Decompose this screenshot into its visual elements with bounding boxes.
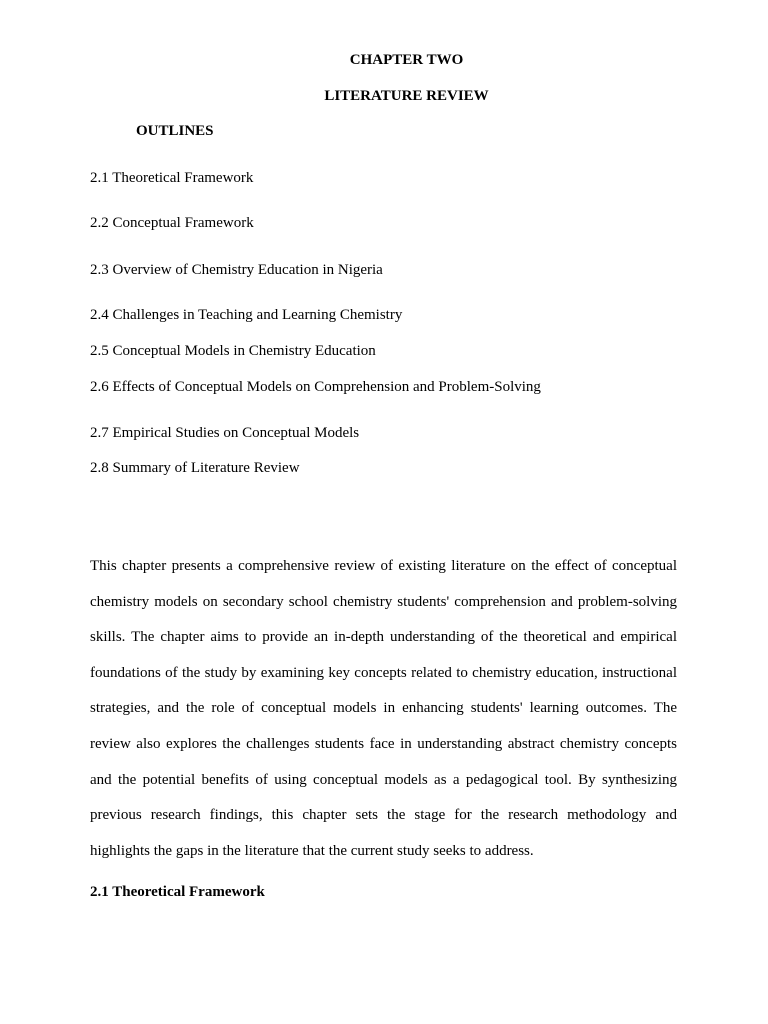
outline-item: 2.8 Summary of Literature Review <box>90 460 300 476</box>
outline-item: 2.6 Effects of Conceptual Models on Comprehension and Problem-Solving <box>90 379 541 395</box>
outline-item: 2.5 Conceptual Models in Chemistry Education <box>90 343 376 359</box>
section-heading: 2.1 Theoretical Framework <box>90 884 265 900</box>
outline-item: 2.7 Empirical Studies on Conceptual Models <box>90 425 360 441</box>
chapter-label: CHAPTER TWO <box>349 52 464 68</box>
outline-item: 2.4 Challenges in Teaching and Learning Chemistry <box>90 307 403 323</box>
outline-item: 2.3 Overview of Chemistry Education in Nigeria <box>90 262 383 278</box>
outlines-heading: OUTLINES <box>136 123 214 139</box>
outline-item: 2.2 Conceptual Framework <box>90 215 254 231</box>
outline-item: 2.1 Theoretical Framework <box>90 170 254 186</box>
intro-paragraph: This chapter presents a comprehensive review of existing literature on the effect of conceptual chemistry models on secondary school chemistry students' comprehension and problem-solving skills. The chapter aims to provide an in-depth understanding of the theoretical and empirical foundations of the study by examining key concepts related to chemistry education, instructional strategies, and the role of conceptual models in enhancing students' learning outcomes. The review also explores the challenges students face in understanding abstract chemistry concepts and the potential benefits of using conceptual models as a pedagogical tool. By synthesizing previous research findings, this chapter sets the stage for the research methodology and highlights the gaps in the literature that the current study seeks to address. <box>90 558 677 859</box>
chapter-title: LITERATURE REVIEW <box>324 88 489 104</box>
